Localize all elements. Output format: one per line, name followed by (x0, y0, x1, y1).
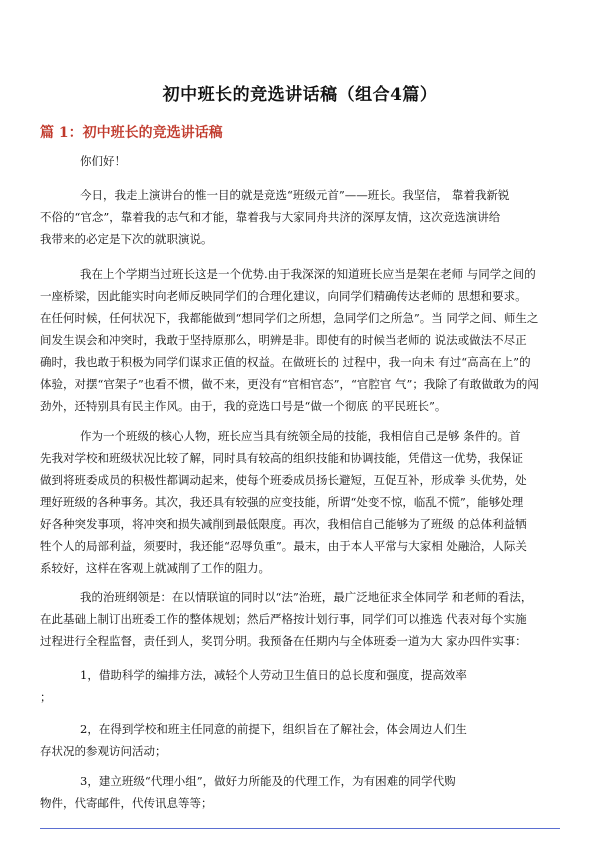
paragraph-line: 1，借助科学的编排方法，减轻个人劳动卫生值日的总长度和强度，提高效率 (80, 668, 467, 682)
paragraph-line: 过程进行全程监督，责任到人，奖罚分明。我预备在任期内与全体班委一道为大 家办四件实事： (40, 634, 527, 648)
footer-divider (40, 828, 560, 829)
paragraph-line: 一座桥梁，因此能实时向老师反映同学们的合理化建议，向同学们精确传达老师的 思想和要求。 (40, 289, 527, 303)
paragraph-line: 存状况的参观访问活动； (40, 744, 167, 758)
paragraph-line: 2，在得到学校和班主任同意的前提下，组织旨在了解社会，体会周边人们生 (80, 722, 467, 736)
paragraph-line: 我的治班纲领是：在以情联谊的同时以“法”治班，最广泛地征求全体同学 和老师的看法， (80, 590, 533, 604)
list-item-1 (40, 664, 570, 708)
paragraph-line: 今日，我走上演讲台的惟一目的就是竞选“班级元首”——班长。我坚信， 靠着我新锐 (80, 188, 510, 202)
paragraph-line: 系较好，这样在客观上就减削了工作的阻力。 (40, 561, 270, 575)
paragraph-2 (40, 263, 570, 417)
paragraph-greeting (40, 150, 570, 172)
paragraph-line: 确时，我也敢于积极为同学们谋求正值的权益。在做班长的 过程中，我一向未 有过“高高在上”的 (40, 355, 531, 369)
paragraph-line: ； (40, 690, 52, 704)
paragraph-line: 好各种突发事项，将冲突和损失减削到最低限度。再次，我相信自己能够为了班级 的总体利益牺 (40, 517, 527, 531)
paragraph-line: 做到将班委成员的积极性都调动起来，使每个班委成员扬长避短，互促互补，形成拳 头优势，处 (40, 473, 527, 487)
paragraph-line: 体验，对摆“官架子”也看不惯，做不来，更没有“官相官态”，“官腔官 气”；我除了有敢做敢为的闯 (40, 377, 539, 391)
paragraph-line: 间发生误会和冲突时，我敢于坚持原那么，明辨是非。即使有的时候当老师的 说法或做法不尽正 (40, 333, 527, 347)
paragraph-line: 在此基础上制订出班委工作的整体规划；然后严格按计划行事，同学们可以推选 代表对每个实施 (40, 612, 527, 626)
list-item-3 (40, 770, 570, 814)
paragraph-line: 在任何时候，任何状况下，我都能做到“想同学们之所想，急同学们之所急”。当 同学之间、师生之 (40, 311, 539, 325)
paragraph-line: 我带来的必定是下次的就职演说。 (40, 232, 213, 246)
paragraph-3 (40, 425, 570, 579)
paragraph-line: 先我对学校和班级状况比较了解，同时具有较高的组织技能和协调技能，凭借这一优势，我保证 (40, 451, 523, 465)
paragraph-4 (40, 586, 570, 652)
paragraph-line: 物件，代寄邮件，代传讯息等等； (40, 796, 213, 810)
paragraph-line: 我在上个学期当过班长这是一个优势.由于我深深的知道班长应当是架在老师 与同学之间的 (80, 267, 536, 281)
document-title: 初中班长的竞选讲话稿（组合4篇） (162, 85, 438, 105)
paragraph-line: 不俗的“官念”，靠着我的志气和才能，靠着我与大家同舟共济的深厚友情，这次竞选演讲给 (40, 210, 501, 224)
list-item-2 (40, 718, 570, 762)
paragraph-line: 劲外，还特别具有民主作风。由于，我的竞选口号是“做一个彻底 的平民班长”。 (40, 399, 447, 413)
paragraph-1 (40, 184, 570, 250)
section-title: 篇 1：初中班长的竞选讲话稿 (40, 125, 223, 141)
paragraph-line: 理好班级的各种事务。其次，我还具有较强的应变技能，所谓“处变不惊，临乱不慌”，能够处理 (40, 495, 524, 509)
paragraph-line: 作为一个班级的核心人物，班长应当具有统领全局的技能，我相信自己是够 条件的。首 (80, 429, 521, 443)
paragraph-line: 牲个人的局部利益，须要时，我还能“忍辱负重”。最末，由于本人平常与大家相 处融洽，人际关 (40, 539, 527, 553)
paragraph-line: 3，建立班级“代理小组”，做好力所能及的代理工作，为有困难的同学代购 (80, 774, 456, 788)
paragraph-line: 你们好！ (80, 154, 126, 168)
